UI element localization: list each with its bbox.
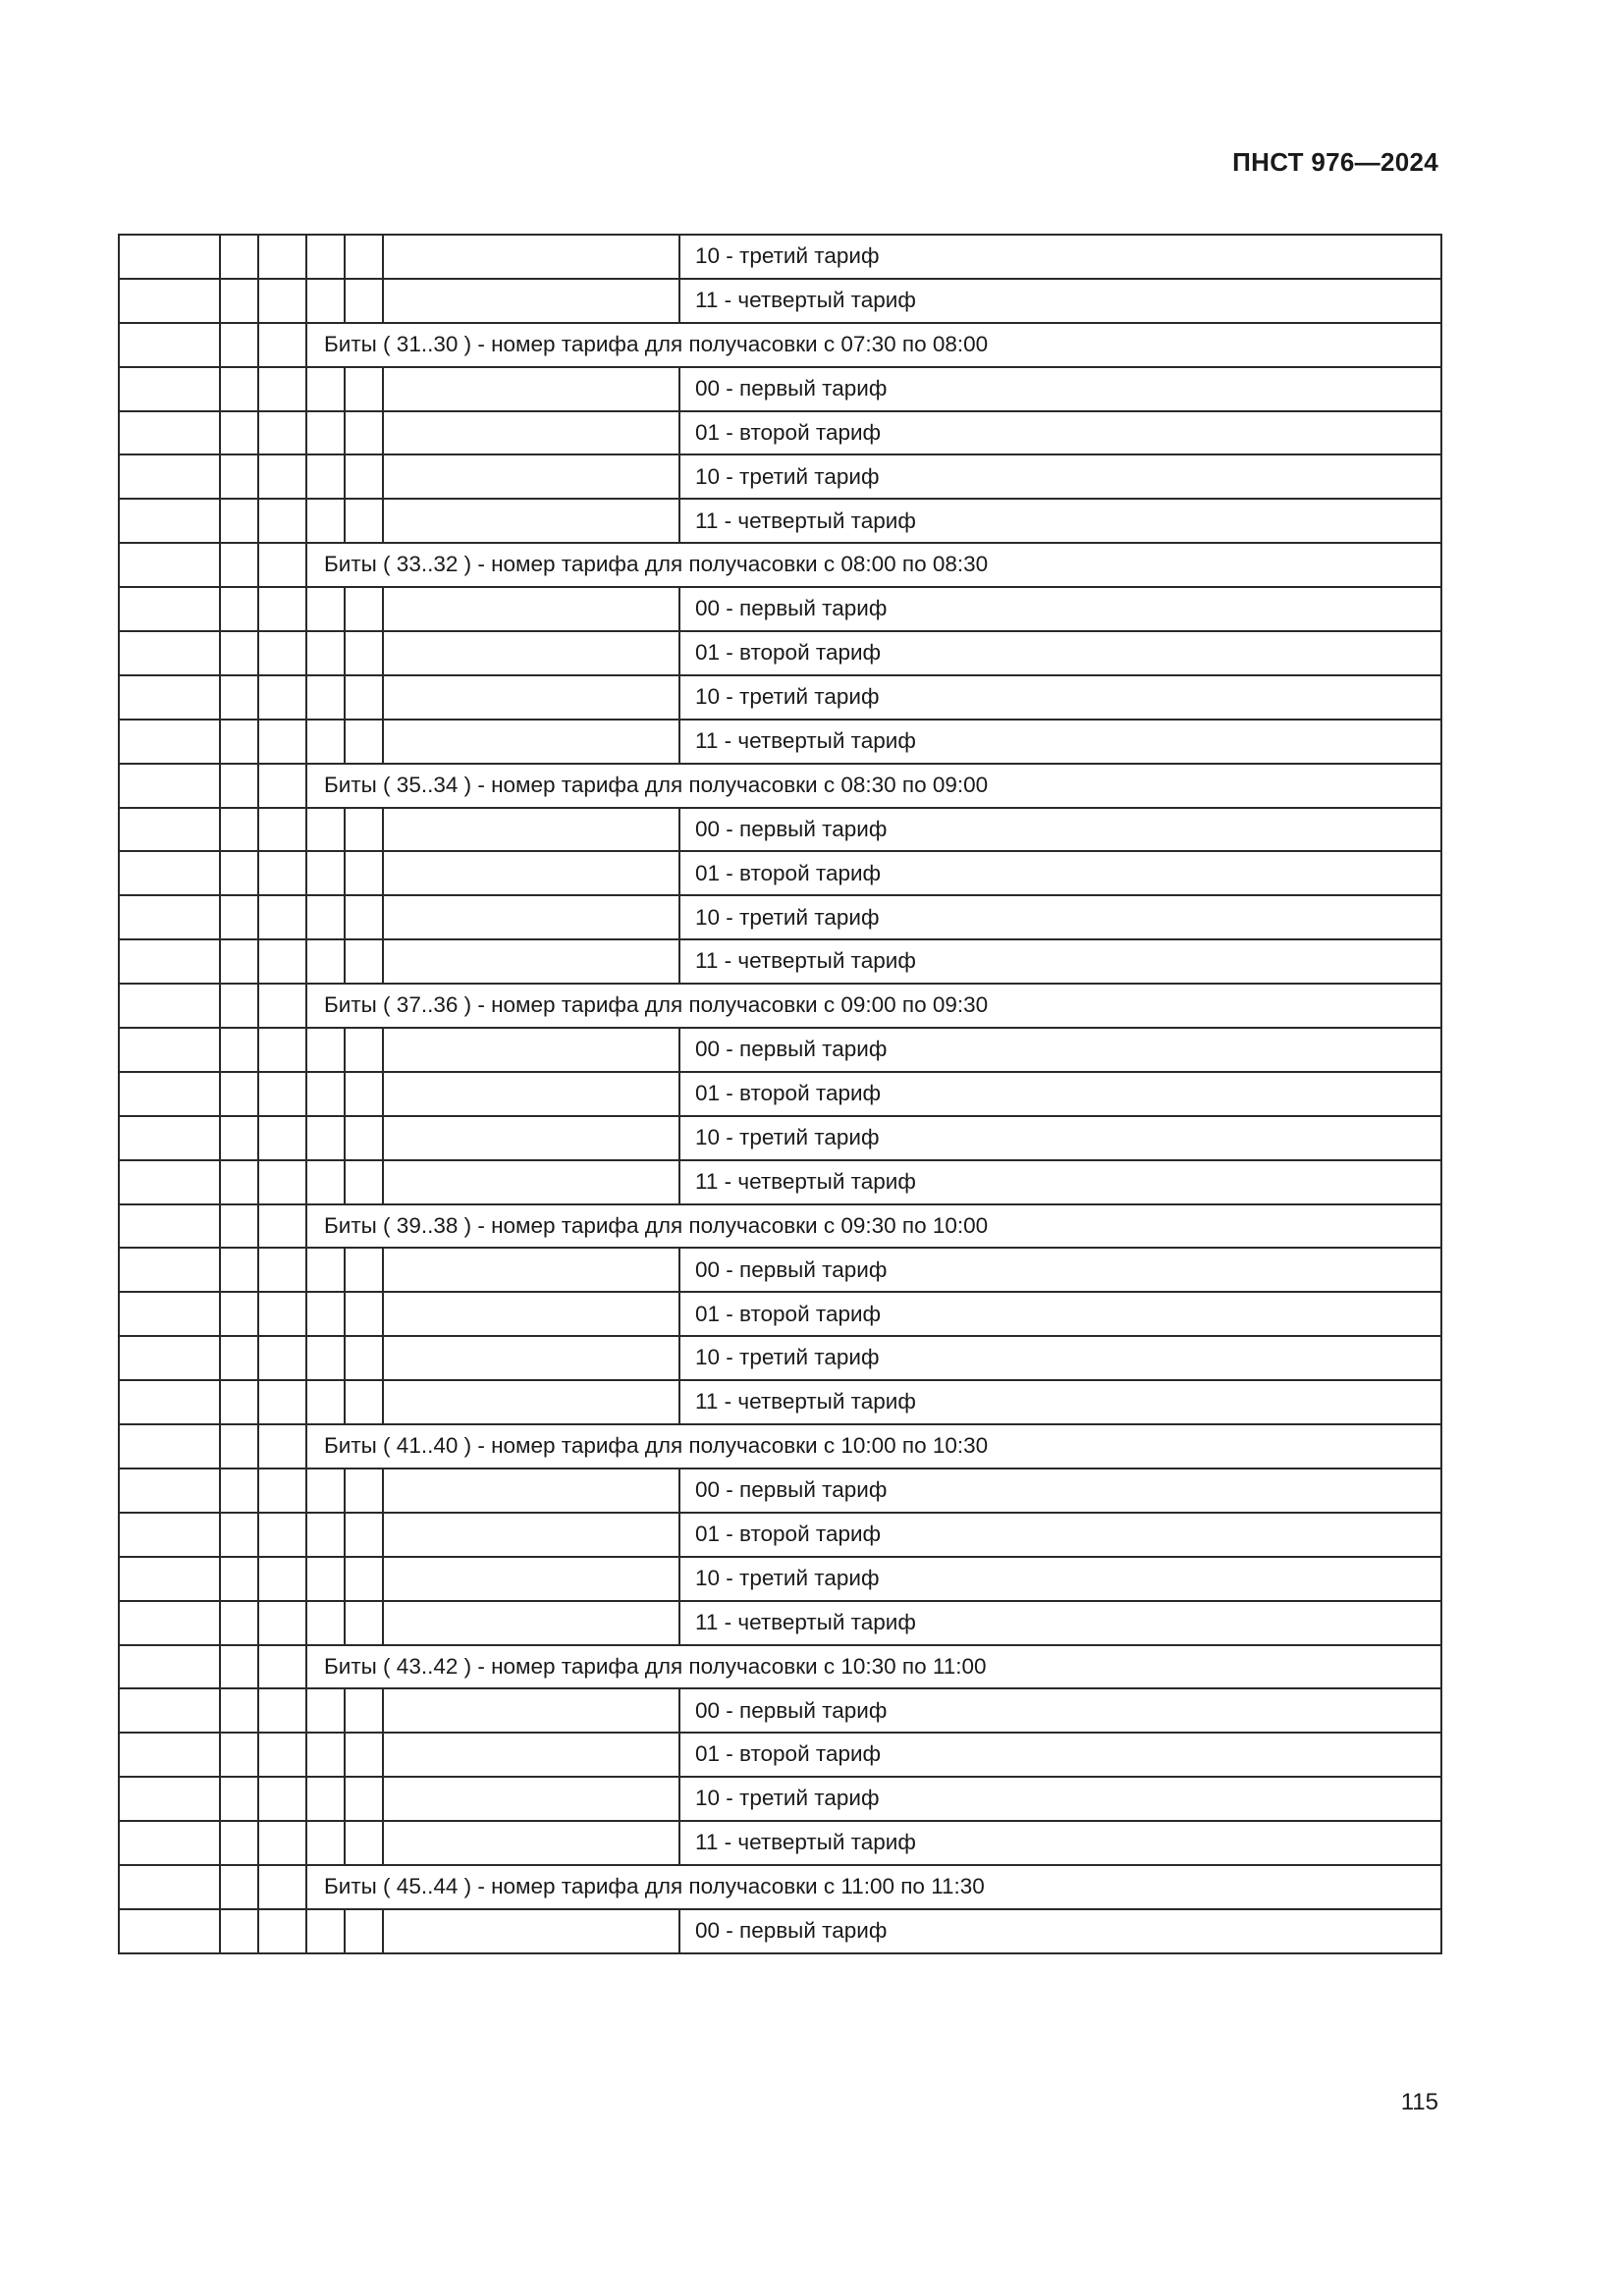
empty-cell xyxy=(119,1292,220,1336)
tariff-value-row xyxy=(119,499,1441,543)
tariff-value-row xyxy=(119,367,1441,411)
tariff-value-cell: 11 - четвертый тариф xyxy=(679,279,1441,323)
empty-cell xyxy=(383,1380,679,1424)
empty-cell xyxy=(119,851,220,895)
empty-cell xyxy=(258,543,306,587)
tariff-value-row xyxy=(119,1116,1441,1160)
empty-cell xyxy=(220,1160,258,1204)
empty-cell xyxy=(119,1601,220,1645)
empty-cell xyxy=(119,984,220,1028)
empty-cell xyxy=(383,367,679,411)
empty-cell xyxy=(306,631,345,675)
empty-cell xyxy=(306,1380,345,1424)
empty-cell xyxy=(220,1424,258,1468)
tariff-value-row xyxy=(119,1160,1441,1204)
empty-cell xyxy=(306,235,345,279)
empty-cell xyxy=(258,1028,306,1072)
empty-cell xyxy=(383,411,679,455)
empty-cell xyxy=(383,1072,679,1116)
empty-cell xyxy=(345,454,383,499)
empty-cell xyxy=(306,587,345,631)
tariff-value-cell: 10 - третий тариф xyxy=(679,1777,1441,1821)
empty-cell xyxy=(258,454,306,499)
tariff-value-row xyxy=(119,1688,1441,1733)
empty-cell xyxy=(119,720,220,764)
empty-cell xyxy=(258,499,306,543)
empty-cell xyxy=(306,939,345,984)
empty-cell xyxy=(258,1733,306,1777)
empty-cell xyxy=(345,1821,383,1865)
empty-cell xyxy=(119,1468,220,1513)
tariff-value-cell: 01 - второй тариф xyxy=(679,1733,1441,1777)
empty-cell xyxy=(119,235,220,279)
empty-cell xyxy=(119,1821,220,1865)
empty-cell xyxy=(306,411,345,455)
empty-cell xyxy=(220,939,258,984)
empty-cell xyxy=(306,1072,345,1116)
empty-cell xyxy=(383,279,679,323)
bit-group-description: Биты ( 41..40 ) - номер тарифа для получасовки с 10:00 по 10:30 xyxy=(306,1424,1441,1468)
empty-cell xyxy=(345,1116,383,1160)
empty-cell xyxy=(258,1557,306,1601)
empty-cell xyxy=(306,1777,345,1821)
empty-cell xyxy=(258,764,306,808)
page-number: 115 xyxy=(1400,2089,1438,2115)
empty-cell xyxy=(306,1160,345,1204)
empty-cell xyxy=(119,1248,220,1292)
empty-cell xyxy=(345,675,383,720)
empty-cell xyxy=(220,675,258,720)
empty-cell xyxy=(306,1336,345,1380)
empty-cell xyxy=(220,631,258,675)
tariff-value-cell: 00 - первый тариф xyxy=(679,1248,1441,1292)
tariff-value-row xyxy=(119,454,1441,499)
empty-cell xyxy=(383,895,679,939)
empty-cell xyxy=(258,631,306,675)
empty-cell xyxy=(345,808,383,852)
empty-cell xyxy=(220,1645,258,1689)
tariff-value-row xyxy=(119,1513,1441,1557)
empty-cell xyxy=(345,411,383,455)
empty-cell xyxy=(220,1072,258,1116)
tariff-value-cell: 11 - четвертый тариф xyxy=(679,1380,1441,1424)
tariff-value-cell: 01 - второй тариф xyxy=(679,1292,1441,1336)
bit-group-row xyxy=(119,1645,1441,1689)
empty-cell xyxy=(345,1336,383,1380)
bit-group-description: Биты ( 39..38 ) - номер тарифа для получасовки с 09:30 по 10:00 xyxy=(306,1204,1441,1249)
empty-cell xyxy=(119,1160,220,1204)
tariff-value-row xyxy=(119,1336,1441,1380)
empty-cell xyxy=(220,1601,258,1645)
empty-cell xyxy=(119,411,220,455)
bit-group-description: Биты ( 43..42 ) - номер тарифа для получасовки с 10:30 по 11:00 xyxy=(306,1645,1441,1689)
empty-cell xyxy=(383,1733,679,1777)
tariff-value-row xyxy=(119,1821,1441,1865)
tariff-value-cell: 01 - второй тариф xyxy=(679,851,1441,895)
empty-cell xyxy=(220,895,258,939)
empty-cell xyxy=(119,1424,220,1468)
tariff-value-cell: 00 - первый тариф xyxy=(679,1688,1441,1733)
empty-cell xyxy=(258,1380,306,1424)
empty-cell xyxy=(383,1513,679,1557)
empty-cell xyxy=(258,1777,306,1821)
empty-cell xyxy=(258,1072,306,1116)
empty-cell xyxy=(258,939,306,984)
tariff-value-cell: 10 - третий тариф xyxy=(679,1557,1441,1601)
empty-cell xyxy=(258,1688,306,1733)
empty-cell xyxy=(119,367,220,411)
empty-cell xyxy=(383,1557,679,1601)
tariff-value-row xyxy=(119,1248,1441,1292)
empty-cell xyxy=(119,1733,220,1777)
empty-cell xyxy=(258,1116,306,1160)
empty-cell xyxy=(383,587,679,631)
empty-cell xyxy=(119,279,220,323)
empty-cell xyxy=(220,720,258,764)
tariff-value-row xyxy=(119,939,1441,984)
empty-cell xyxy=(220,1909,258,1953)
empty-cell xyxy=(383,675,679,720)
empty-cell xyxy=(258,1424,306,1468)
tariff-value-row xyxy=(119,1777,1441,1821)
empty-cell xyxy=(220,1557,258,1601)
empty-cell xyxy=(383,454,679,499)
empty-cell xyxy=(383,631,679,675)
empty-cell xyxy=(258,1865,306,1909)
empty-cell xyxy=(119,454,220,499)
empty-cell xyxy=(383,1160,679,1204)
tariff-value-cell: 10 - третий тариф xyxy=(679,675,1441,720)
empty-cell xyxy=(383,235,679,279)
bit-group-description: Биты ( 33..32 ) - номер тарифа для получасовки с 08:00 по 08:30 xyxy=(306,543,1441,587)
empty-cell xyxy=(383,1336,679,1380)
empty-cell xyxy=(345,1248,383,1292)
table-body xyxy=(119,235,1441,1953)
empty-cell xyxy=(220,1292,258,1336)
tariff-value-cell: 01 - второй тариф xyxy=(679,1072,1441,1116)
bit-group-description: Биты ( 45..44 ) - номер тарифа для получасовки с 11:00 по 11:30 xyxy=(306,1865,1441,1909)
empty-cell xyxy=(258,367,306,411)
empty-cell xyxy=(220,1336,258,1380)
empty-cell xyxy=(258,279,306,323)
empty-cell xyxy=(345,851,383,895)
empty-cell xyxy=(306,1821,345,1865)
empty-cell xyxy=(306,808,345,852)
tariff-value-cell: 10 - третий тариф xyxy=(679,1116,1441,1160)
empty-cell xyxy=(383,1468,679,1513)
tariff-bits-table xyxy=(118,234,1442,1954)
empty-cell xyxy=(258,675,306,720)
empty-cell xyxy=(345,235,383,279)
empty-cell xyxy=(306,1116,345,1160)
tariff-value-cell: 00 - первый тариф xyxy=(679,1028,1441,1072)
empty-cell xyxy=(306,367,345,411)
empty-cell xyxy=(119,1909,220,1953)
empty-cell xyxy=(345,1072,383,1116)
tariff-value-cell: 11 - четвертый тариф xyxy=(679,1821,1441,1865)
bit-group-description: Биты ( 35..34 ) - номер тарифа для получасовки с 08:30 по 09:00 xyxy=(306,764,1441,808)
empty-cell xyxy=(258,235,306,279)
tariff-value-cell: 00 - первый тариф xyxy=(679,367,1441,411)
empty-cell xyxy=(220,1821,258,1865)
tariff-value-row xyxy=(119,1072,1441,1116)
empty-cell xyxy=(345,1557,383,1601)
tariff-value-row xyxy=(119,411,1441,455)
tariff-value-cell: 10 - третий тариф xyxy=(679,454,1441,499)
empty-cell xyxy=(220,367,258,411)
empty-cell xyxy=(383,1028,679,1072)
empty-cell xyxy=(119,1688,220,1733)
tariff-value-cell: 10 - третий тариф xyxy=(679,895,1441,939)
tariff-value-row xyxy=(119,1733,1441,1777)
empty-cell xyxy=(306,1688,345,1733)
tariff-value-cell: 11 - четвертый тариф xyxy=(679,499,1441,543)
empty-cell xyxy=(383,939,679,984)
empty-cell xyxy=(220,1513,258,1557)
empty-cell xyxy=(119,1513,220,1557)
empty-cell xyxy=(220,1688,258,1733)
empty-cell xyxy=(258,984,306,1028)
empty-cell xyxy=(220,279,258,323)
bit-group-row xyxy=(119,543,1441,587)
empty-cell xyxy=(345,1909,383,1953)
empty-cell xyxy=(220,764,258,808)
empty-cell xyxy=(119,631,220,675)
empty-cell xyxy=(345,1601,383,1645)
empty-cell xyxy=(220,1028,258,1072)
empty-cell xyxy=(119,499,220,543)
empty-cell xyxy=(220,1468,258,1513)
empty-cell xyxy=(220,454,258,499)
empty-cell xyxy=(119,1116,220,1160)
empty-cell xyxy=(345,1160,383,1204)
empty-cell xyxy=(119,543,220,587)
tariff-value-cell: 11 - четвертый тариф xyxy=(679,1601,1441,1645)
empty-cell xyxy=(383,1688,679,1733)
tariff-value-row xyxy=(119,1292,1441,1336)
empty-cell xyxy=(345,720,383,764)
empty-cell xyxy=(306,1292,345,1336)
tariff-value-cell: 11 - четвертый тариф xyxy=(679,939,1441,984)
tariff-value-cell: 10 - третий тариф xyxy=(679,1336,1441,1380)
empty-cell xyxy=(306,1557,345,1601)
tariff-value-cell: 11 - четвертый тариф xyxy=(679,1160,1441,1204)
empty-cell xyxy=(220,499,258,543)
empty-cell xyxy=(119,323,220,367)
empty-cell xyxy=(119,1777,220,1821)
empty-cell xyxy=(306,895,345,939)
empty-cell xyxy=(119,675,220,720)
tariff-value-row xyxy=(119,279,1441,323)
empty-cell xyxy=(258,895,306,939)
empty-cell xyxy=(258,1645,306,1689)
empty-cell xyxy=(383,1248,679,1292)
empty-cell xyxy=(345,499,383,543)
empty-cell xyxy=(258,411,306,455)
empty-cell xyxy=(345,1028,383,1072)
empty-cell xyxy=(306,499,345,543)
empty-cell xyxy=(383,1292,679,1336)
empty-cell xyxy=(220,1733,258,1777)
bit-group-row xyxy=(119,984,1441,1028)
empty-cell xyxy=(258,1909,306,1953)
tariff-value-row xyxy=(119,235,1441,279)
tariff-value-row xyxy=(119,631,1441,675)
bit-group-description: Биты ( 37..36 ) - номер тарифа для получасовки с 09:00 по 09:30 xyxy=(306,984,1441,1028)
empty-cell xyxy=(383,1116,679,1160)
empty-cell xyxy=(258,1336,306,1380)
empty-cell xyxy=(306,1909,345,1953)
empty-cell xyxy=(383,1821,679,1865)
empty-cell xyxy=(220,543,258,587)
empty-cell xyxy=(258,1292,306,1336)
empty-cell xyxy=(383,1909,679,1953)
document-code: ПНСТ 976—2024 xyxy=(1232,147,1438,177)
bit-group-row xyxy=(119,323,1441,367)
empty-cell xyxy=(220,1777,258,1821)
tariff-value-row xyxy=(119,1468,1441,1513)
empty-cell xyxy=(306,1248,345,1292)
empty-cell xyxy=(383,499,679,543)
empty-cell xyxy=(119,1865,220,1909)
empty-cell xyxy=(383,851,679,895)
empty-cell xyxy=(383,1777,679,1821)
tariff-value-cell: 00 - первый тариф xyxy=(679,1468,1441,1513)
bit-group-row xyxy=(119,1865,1441,1909)
empty-cell xyxy=(119,1336,220,1380)
empty-cell xyxy=(119,1072,220,1116)
empty-cell xyxy=(345,895,383,939)
tariff-value-row xyxy=(119,720,1441,764)
empty-cell xyxy=(258,720,306,764)
empty-cell xyxy=(220,1380,258,1424)
empty-cell xyxy=(383,1601,679,1645)
empty-cell xyxy=(345,1688,383,1733)
empty-cell xyxy=(258,587,306,631)
empty-cell xyxy=(345,279,383,323)
empty-cell xyxy=(119,895,220,939)
tariff-value-cell: 00 - первый тариф xyxy=(679,1909,1441,1953)
empty-cell xyxy=(258,1513,306,1557)
empty-cell xyxy=(306,1468,345,1513)
tariff-value-row xyxy=(119,1380,1441,1424)
empty-cell xyxy=(383,720,679,764)
empty-cell xyxy=(258,1821,306,1865)
empty-cell xyxy=(306,454,345,499)
tariff-value-row xyxy=(119,675,1441,720)
tariff-value-cell: 10 - третий тариф xyxy=(679,235,1441,279)
empty-cell xyxy=(258,1468,306,1513)
empty-cell xyxy=(345,1513,383,1557)
empty-cell xyxy=(383,808,679,852)
tariff-value-row xyxy=(119,808,1441,852)
bit-group-row xyxy=(119,1424,1441,1468)
empty-cell xyxy=(306,1513,345,1557)
empty-cell xyxy=(119,764,220,808)
tariff-value-cell: 01 - второй тариф xyxy=(679,411,1441,455)
empty-cell xyxy=(220,851,258,895)
tariff-value-row xyxy=(119,1557,1441,1601)
empty-cell xyxy=(258,1160,306,1204)
empty-cell xyxy=(258,1204,306,1249)
empty-cell xyxy=(345,1292,383,1336)
tariff-value-cell: 11 - четвертый тариф xyxy=(679,720,1441,764)
empty-cell xyxy=(345,1733,383,1777)
empty-cell xyxy=(119,1204,220,1249)
empty-cell xyxy=(258,851,306,895)
empty-cell xyxy=(119,808,220,852)
bit-group-row xyxy=(119,764,1441,808)
tariff-value-row xyxy=(119,1028,1441,1072)
empty-cell xyxy=(220,411,258,455)
empty-cell xyxy=(306,1601,345,1645)
empty-cell xyxy=(345,1777,383,1821)
empty-cell xyxy=(119,1028,220,1072)
empty-cell xyxy=(306,720,345,764)
tariff-value-row xyxy=(119,587,1441,631)
empty-cell xyxy=(258,323,306,367)
empty-cell xyxy=(345,587,383,631)
empty-cell xyxy=(119,1645,220,1689)
empty-cell xyxy=(345,367,383,411)
empty-cell xyxy=(306,675,345,720)
tariff-value-row xyxy=(119,1909,1441,1953)
empty-cell xyxy=(345,939,383,984)
empty-cell xyxy=(220,1204,258,1249)
empty-cell xyxy=(119,1557,220,1601)
empty-cell xyxy=(306,1028,345,1072)
empty-cell xyxy=(220,1248,258,1292)
empty-cell xyxy=(345,1380,383,1424)
empty-cell xyxy=(258,1601,306,1645)
bit-group-row xyxy=(119,1204,1441,1249)
empty-cell xyxy=(345,1468,383,1513)
empty-cell xyxy=(119,587,220,631)
empty-cell xyxy=(258,1248,306,1292)
tariff-value-cell: 01 - второй тариф xyxy=(679,1513,1441,1557)
empty-cell xyxy=(220,235,258,279)
empty-cell xyxy=(306,1733,345,1777)
empty-cell xyxy=(220,1116,258,1160)
tariff-value-cell: 01 - второй тариф xyxy=(679,631,1441,675)
empty-cell xyxy=(220,808,258,852)
empty-cell xyxy=(119,939,220,984)
empty-cell xyxy=(220,984,258,1028)
empty-cell xyxy=(220,323,258,367)
tariff-value-row xyxy=(119,851,1441,895)
empty-cell xyxy=(220,1865,258,1909)
empty-cell xyxy=(306,279,345,323)
tariff-value-row xyxy=(119,1601,1441,1645)
bit-group-description: Биты ( 31..30 ) - номер тарифа для получасовки с 07:30 по 08:00 xyxy=(306,323,1441,367)
tariff-value-row xyxy=(119,895,1441,939)
empty-cell xyxy=(119,1380,220,1424)
empty-cell xyxy=(220,587,258,631)
tariff-value-cell: 00 - первый тариф xyxy=(679,587,1441,631)
empty-cell xyxy=(306,851,345,895)
tariff-value-cell: 00 - первый тариф xyxy=(679,808,1441,852)
empty-cell xyxy=(345,631,383,675)
empty-cell xyxy=(258,808,306,852)
